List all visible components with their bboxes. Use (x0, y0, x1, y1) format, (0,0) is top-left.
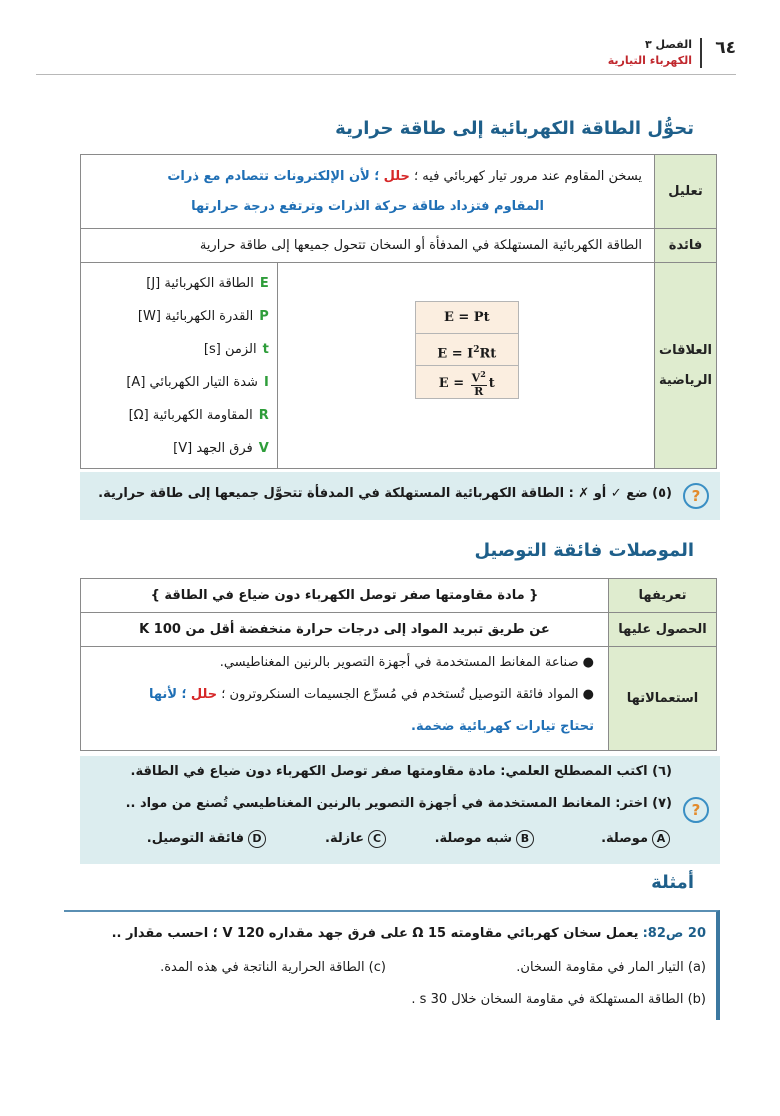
benefit-text: الطاقة الكهربائية المستهلكة في المدفأة أو السخان تتحول جميعها إلى طاقة حرارية (81, 229, 655, 263)
variable-row: tالزمن [s] (203, 341, 269, 357)
table-row (81, 229, 717, 263)
option-b[interactable]: Bشبه موصلة. (435, 830, 534, 848)
formula-e-v2rt: E = $\frac{V^2}{R}$ t (438, 369, 495, 398)
variable-row: Rالمقاومة الكهربائية [Ω] (128, 407, 269, 423)
svg-text:?: ? (691, 487, 701, 505)
use-item-2-continued: تحتاج تيارات كهربائية ضخمة. (411, 719, 594, 734)
questions-6-7-box (80, 756, 720, 864)
benefit-label: فائدة (655, 229, 717, 263)
explain-line-2: المقاوم فتزداد طاقة حركة الذرات وترتفع درجة حرارتها (191, 198, 544, 214)
table-row (81, 613, 717, 647)
example-line-1 (112, 926, 706, 941)
definition-text: { مادة مقاومتها صفر توصل الكهرباء دون ضياع في الطاقة } (81, 579, 609, 613)
variable-row: Pالقدرة الكهربائية [W] (137, 308, 269, 324)
definition-label: تعريفها (609, 579, 717, 613)
explain-analyze-tag: حلل (383, 168, 410, 184)
formula-stack (415, 301, 519, 399)
example-reference: 20 ص82: (642, 926, 706, 941)
explain-text-a: يسخن المقاوم عند مرور تيار كهربائي فيه ؛ (414, 168, 643, 184)
relations-label-line1: العلاقات (659, 342, 713, 358)
explain-cell (81, 155, 655, 229)
table-row (81, 263, 717, 469)
use-item-1: ● صناعة المغانط المستخدمة في أجهزة التصوير بالرنين المغناطيسي. (219, 655, 594, 670)
superconductor-table (80, 578, 717, 751)
example-part-c: (c) الطاقة الحرارية الناتجة في هذه المدة. (160, 960, 386, 975)
section-title-energy: تحوُّل الطاقة الكهربائية إلى طاقة حرارية (335, 118, 694, 139)
option-a[interactable]: Aموصلة. (601, 830, 670, 848)
section-title-superconductors: الموصلات فائقة التوصيل (474, 540, 694, 561)
energy-table (80, 154, 717, 469)
obtain-text: عن طريق تبريد المواد إلى درجات حرارة منخفضة أقل من 100 K (81, 613, 609, 647)
example-box (64, 910, 720, 1020)
variables-cell (81, 263, 278, 469)
chapter-subtitle: الكهرباء التيارية (607, 54, 692, 67)
formulas-cell (277, 263, 654, 469)
explain-label: تعليل (655, 155, 717, 229)
obtain-label: الحصول عليها (609, 613, 717, 647)
table-row (81, 579, 717, 613)
explain-line-1 (93, 162, 642, 192)
table-row (81, 647, 717, 751)
relations-label (655, 263, 717, 469)
relations-label-line2: الرياضية (659, 372, 712, 388)
chapter-label: الفصل ٣ (644, 38, 692, 51)
uses-label: استعمالاتها (609, 647, 717, 751)
question-mark-icon (682, 796, 710, 824)
use-item-2: ● المواد فائقة التوصيل تُستخدم في مُسرِّع الجسيمات السنكروترون ؛ حلل ؛ لأنها (148, 687, 594, 702)
question-5-box (80, 472, 720, 520)
question-6-text: (٦) اكتب المصطلح العلمي: مادة مقاومتها صفر توصل الكهرباء دون ضياع في الطاقة. (130, 764, 672, 779)
formula-e-pt: E = Pt (416, 302, 518, 334)
formula-e-i2rt: $E = I^2Rt$ (416, 334, 518, 366)
option-d[interactable]: Dفائقة التوصيل. (147, 830, 266, 848)
example-part-b: (b) الطاقة المستهلكة في مقاومة السخان خلال 30 s . (411, 992, 706, 1007)
question-5-text: (٥) ضع ✓ أو ✗ : الطاقة الكهربائية المستهلكة في المدفأة تتحوَّل جميعها إلى طاقة حرارية. (98, 486, 672, 501)
example-part-a: (a) التيار المار في مقاومة السخان. (516, 960, 706, 975)
uses-cell (81, 647, 609, 751)
svg-text:?: ? (691, 801, 701, 819)
table-row (81, 155, 717, 229)
question-7-text: (٧) اختر: المغانط المستخدمة في أجهزة التصوير بالرنين المغناطيسي تُصنع من مواد .. (125, 796, 672, 811)
option-c[interactable]: Cعازلة. (325, 830, 386, 848)
header-separator (700, 38, 702, 68)
variable-row: Eالطاقة الكهربائية [J] (146, 275, 269, 291)
variable-row: Iشدة التيار الكهربائي [A] (126, 374, 269, 390)
header-rule (36, 74, 736, 75)
variable-row: Vفرق الجهد [V] (173, 440, 269, 456)
question-mark-icon (682, 482, 710, 510)
explain-text-c: ؛ لأن الإلكترونات تتصادم مع ذرات (167, 168, 380, 184)
example-question: يعمل سخان كهربائي مقاومته 15 Ω على فرق جهد مقداره 120 V ؛ احسب مقدار .. (111, 926, 639, 941)
page-header (36, 34, 736, 78)
page-number: ٦٤ (715, 38, 736, 58)
examples-title: أمثلة (651, 872, 694, 893)
